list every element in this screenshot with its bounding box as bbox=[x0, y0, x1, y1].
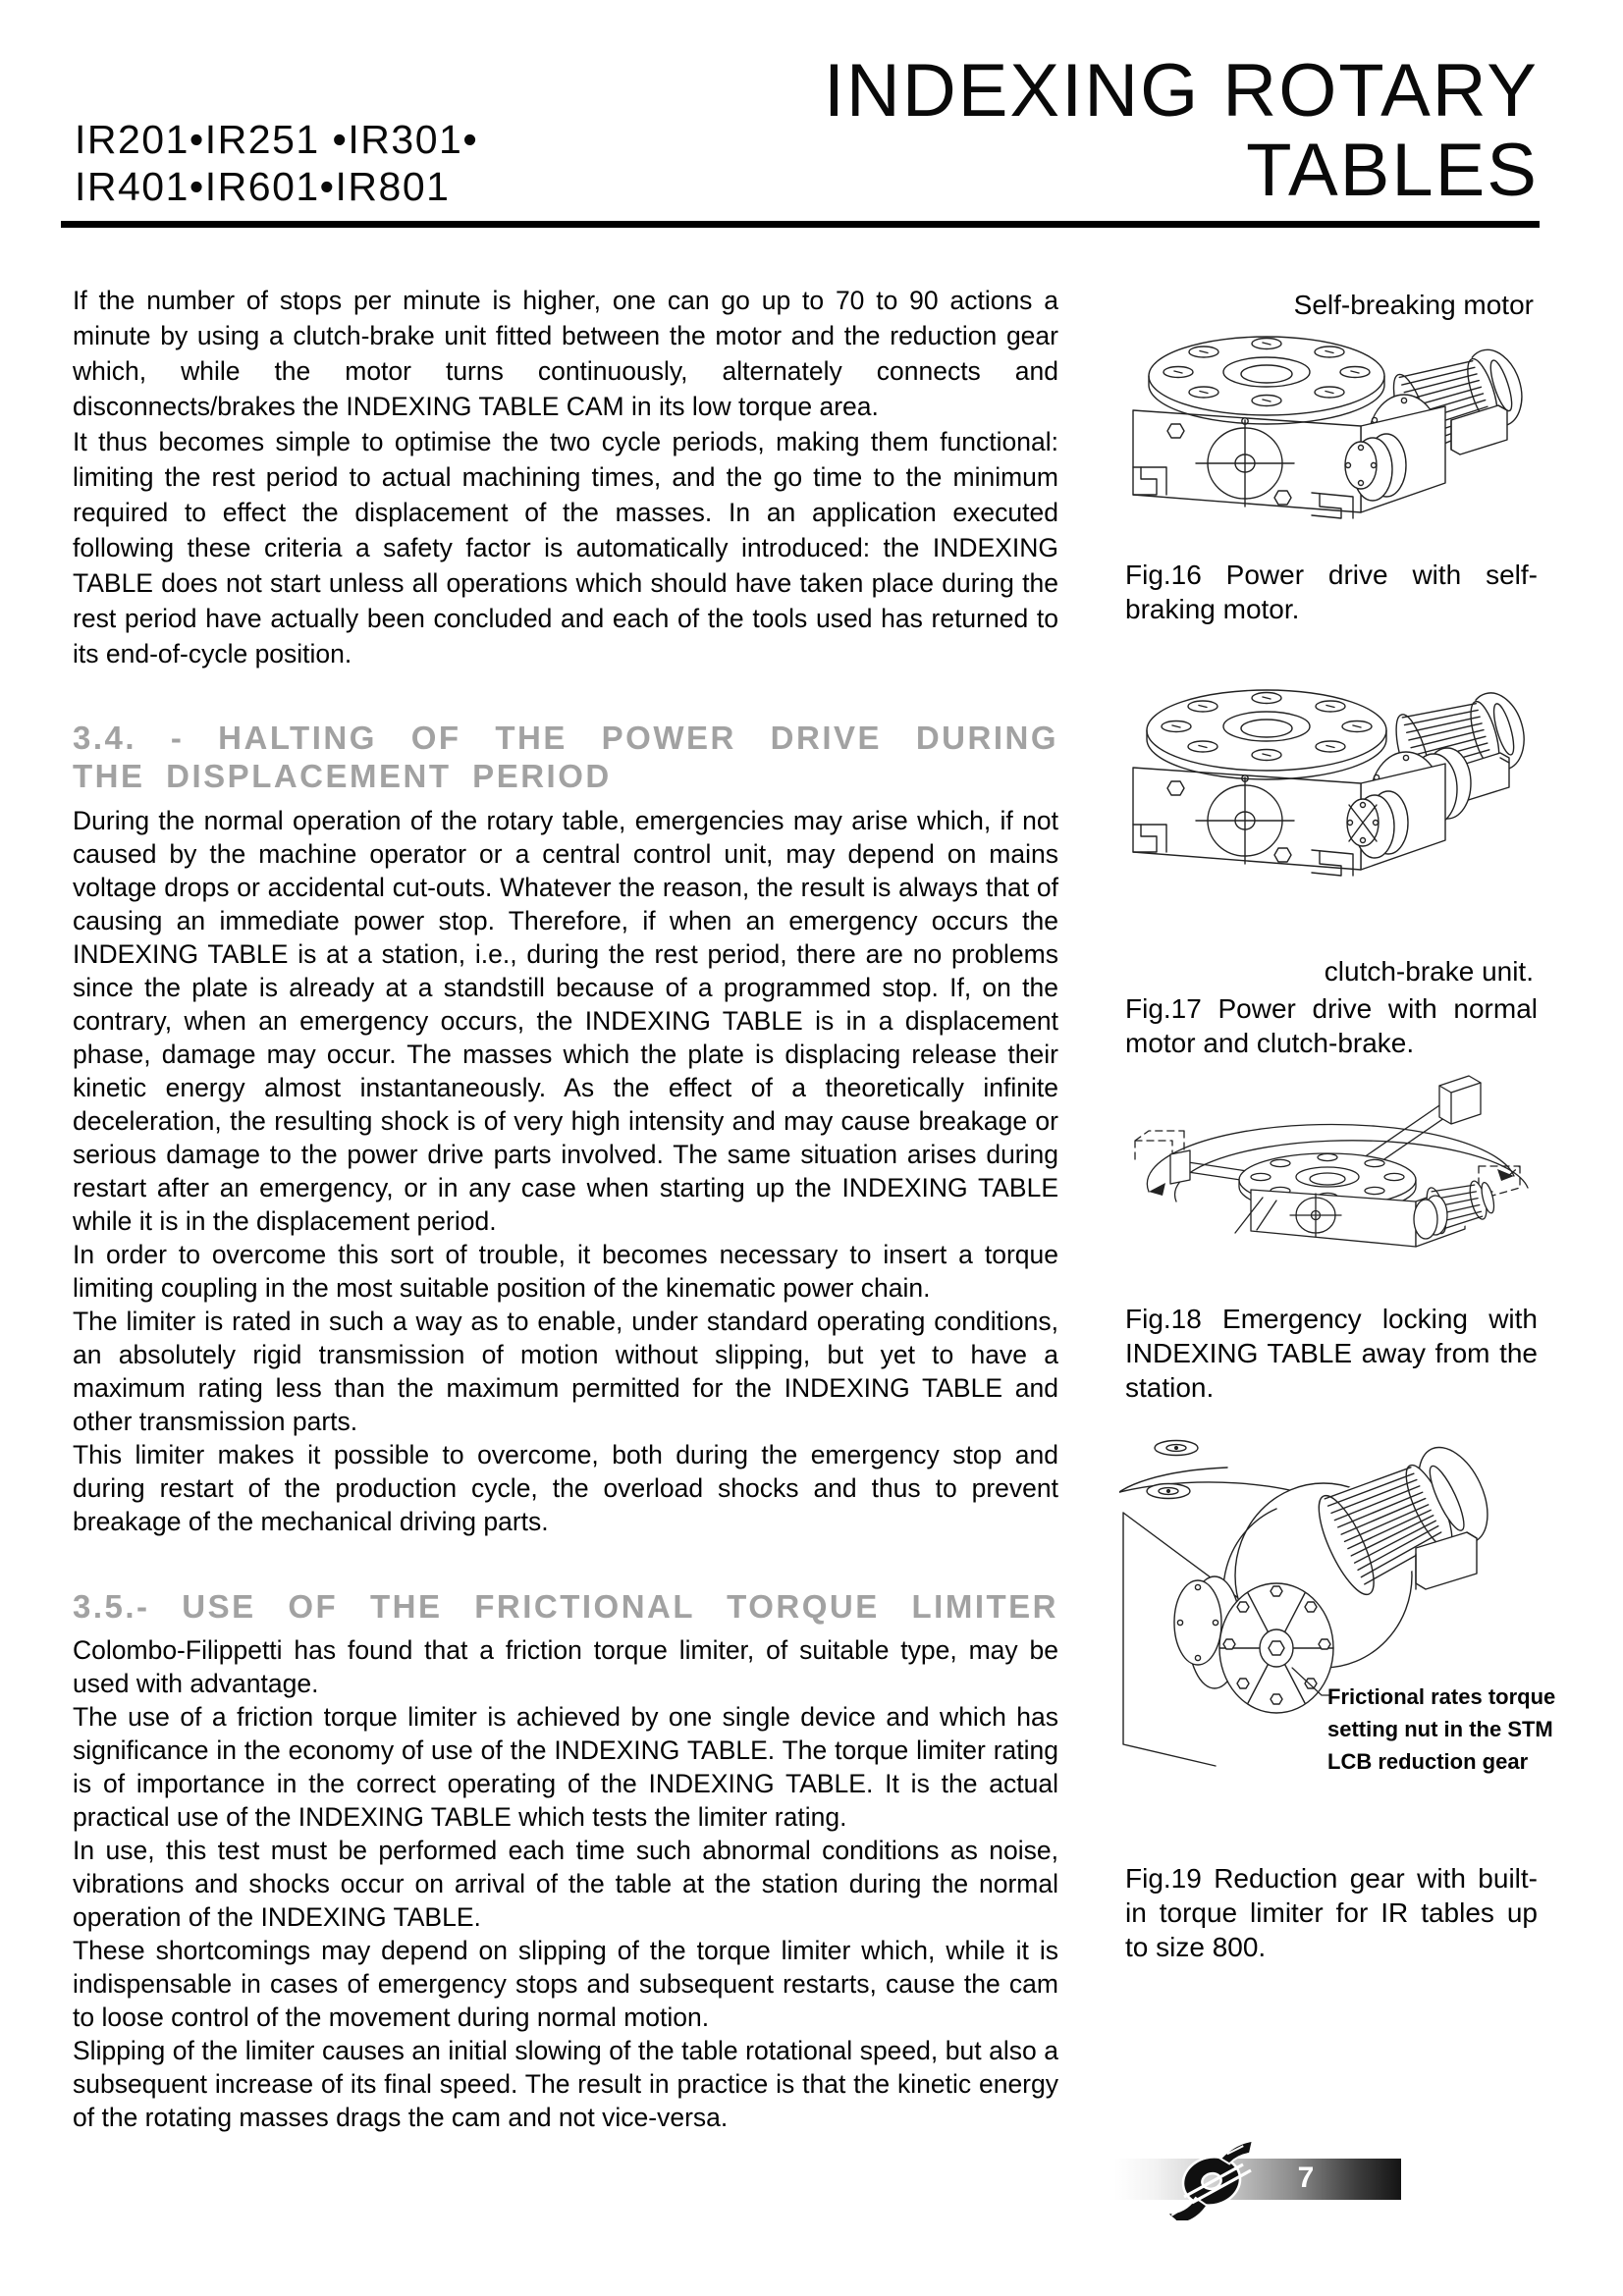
section-3-5-paragraph-4: These shortcomings may depend on slipping of the torque limiter which, while it is indispensable in cases of emergency stops and subsequent restarts, cause the cam to loose control of the movement during normal motion. bbox=[73, 1936, 1058, 2032]
fig16-caption: Fig.16 Power drive with self-braking motor. bbox=[1125, 560, 1538, 624]
intro-paragraph-2: It thus becomes simple to optimise the two cycle periods, making them functional: limiting the rest period to actual machining times, and the go time to the minimum required to effect the displacement of the masses. In an application executed following these criteria a safety factor is automatically introduced: the INDEXING TABLE does not start unless all operations which should have taken place during the rest period have actually been concluded and each of the tools used has returned to its end-of-cycle position. bbox=[73, 427, 1058, 668]
intro-paragraph-1: If the number of stops per minute is higher, one can go up to 70 to 90 actions a minute by using a clutch-brake unit fitted between the motor and the reduction gear which, while the motor turns continuously, alternately connects and disconnects/brakes the INDEXING TABLE CAM in its low torque area. bbox=[73, 286, 1058, 421]
fig19-annotation-line3: LCB reduction gear bbox=[1327, 1749, 1529, 1774]
fig16-drawing bbox=[1119, 322, 1536, 532]
section-3-5-body bbox=[73, 1633, 1058, 2134]
model-codes-line1: IR201•IR251 •IR301• bbox=[75, 117, 479, 162]
fig17-caption: Fig.17 Power drive with normal motor and clutch-brake. bbox=[1125, 993, 1538, 1058]
page-title-line2: TABLES bbox=[1246, 129, 1539, 212]
header-model-codes bbox=[75, 116, 478, 210]
fig18-drawing bbox=[1119, 1072, 1542, 1294]
section-3-4-paragraph-1: During the normal operation of the rotary table, emergencies may arise which, if not caused by the machine operator or a central control unit, may depend on mains voltage drops or accidental cut-outs. Whatever the reason, the result is always that of causing an immediate power stop. Therefore, if when an emergency occurs the INDEXING TABLE is at a station, i.e., during the rest period, there are no problems since the plate is already at a standstill because of a programmed stop. If, on the contrary, when an emergency occurs, the INDEXING TABLE is in a displacement phase, damage may occur. The masses which the plate is displacing release their kinetic energy almost instantaneously. As the effect of a theoretically infinite deceleration, the resulting shock is of very high intensity and may cause breakage or serious damage to the power drive parts involved. The same situation arises during restart after an emergency, or in any case when starting up the INDEXING TABLE while it is in the displacement period. bbox=[73, 806, 1058, 1236]
fig17-label: clutch-brake unit. bbox=[1324, 956, 1534, 987]
section-3-4-paragraph-4: This limiter makes it possible to overcome, both during the emergency stop and during restart of the production cycle, the overload shocks and thus to prevent breakage of the mechanical driving parts. bbox=[73, 1440, 1058, 1536]
brand-logo bbox=[1155, 2140, 1269, 2220]
fig18-caption: Fig.18 Emergency locking with INDEXING TABLE away from the station. bbox=[1125, 1304, 1538, 1403]
section-3-4-paragraph-3: The limiter is rated in such a way as to enable, under standard operating conditions, an absolutely rigid transmission of motion without slipping, but yet to have a maximum rating less than the maximum permitted for the INDEXING TABLE and other transmission parts. bbox=[73, 1307, 1058, 1436]
header-rule bbox=[61, 221, 1540, 228]
fig19-annotation bbox=[1327, 1681, 1555, 1778]
page-title bbox=[655, 51, 1539, 210]
section-3-5-paragraph-5: Slipping of the limiter causes an initial slowing of the table rotational speed, but also a subsequent increase of its final speed. The result in practice is that the kinetic energy of the rotating masses drags the cam and not vice-versa. bbox=[73, 2036, 1058, 2132]
fig17-drawing bbox=[1119, 673, 1536, 893]
fig19-annotation-line1: Frictional rates torque bbox=[1327, 1684, 1556, 1709]
fig19-caption: Fig.19 Reduction gear with built-in torque limiter for IR tables up to size 800. bbox=[1125, 1863, 1538, 1962]
section-3-4-heading: 3.4. - HALTING OF THE POWER DRIVE DURING THE DISPLACEMENT PERIOD bbox=[73, 720, 1058, 794]
fig16-label: Self-breaking motor bbox=[1293, 290, 1534, 320]
page-title-line1: INDEXING ROTARY bbox=[823, 49, 1539, 133]
section-3-5-paragraph-2: The use of a friction torque limiter is achieved by one single device and which has significance in the economy of use of the INDEXING TABLE. The torque limiter rating is of importance in the correct operating of the INDEXING TABLE. It is the actual practical use of the INDEXING TABLE which tests the limiter rating. bbox=[73, 1702, 1058, 1832]
section-3-5-paragraph-3: In use, this test must be performed each time such abnormal conditions as noise, vibrations and shocks occur on arrival of the table at the station during the normal operation of the INDEXING TABLE. bbox=[73, 1836, 1058, 1932]
section-3-5-paragraph-1: Colombo-Filippetti has found that a friction torque limiter, of suitable type, may be used with advantage. bbox=[73, 1635, 1058, 1698]
section-3-4-paragraph-2: In order to overcome this sort of trouble, it becomes necessary to insert a torque limiting coupling in the most suitable position of the kinematic power chain. bbox=[73, 1240, 1058, 1303]
section-3-4-body bbox=[73, 804, 1058, 1538]
fig19-annotation-line2: setting nut in the STM bbox=[1327, 1717, 1553, 1741]
model-codes-line2: IR401•IR601•IR801 bbox=[75, 164, 451, 209]
main-text-column bbox=[73, 283, 1058, 2134]
page-number: 7 bbox=[1297, 2162, 1315, 2194]
section-3-5-heading: 3.5.- USE OF THE FRICTIONAL TORQUE LIMITER bbox=[73, 1588, 1058, 1625]
